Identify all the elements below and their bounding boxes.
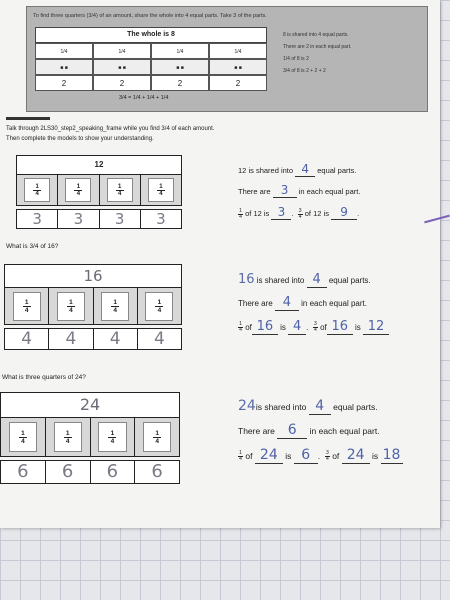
- section-divider: [6, 117, 50, 120]
- share-cell: 6: [46, 461, 91, 483]
- shared-statement: 16 is shared into 4 equal parts.: [238, 272, 371, 287]
- numerator: 1: [76, 183, 81, 190]
- share-cell: 4: [138, 329, 181, 349]
- problem-3-statements: [238, 398, 403, 464]
- whole-bar: 12: [16, 155, 182, 175]
- problem-2-bar-model: [4, 264, 182, 350]
- quarter-cell: 1 4: [49, 288, 93, 324]
- share-cell: 4: [94, 329, 138, 349]
- whole-bar: 16: [4, 264, 182, 288]
- example-note: 8 is shared into 4 equal parts.: [283, 32, 349, 38]
- parts-answer: 4: [295, 162, 315, 177]
- fraction-statement: $\frac{1}{4}$ of 12 is 3 . $\frac{3}{4}$ of 12 is 9 .: [239, 205, 360, 220]
- quarters-row: [16, 175, 182, 206]
- example-values-row: [35, 75, 267, 91]
- example-sum-line: 3/4 = 1/4 + 1/4 + 1/4: [119, 95, 169, 101]
- denominator: 4: [117, 190, 122, 197]
- quarter-cell: 1 4: [138, 288, 181, 324]
- shares-row: [0, 460, 180, 484]
- parts-answer: 4: [309, 398, 331, 415]
- quarter-cell: 1 4: [94, 288, 138, 324]
- example-whole-label: The whole is 8: [35, 27, 267, 43]
- each-statement: There are 3 in each equal part.: [238, 183, 361, 197]
- each-answer: 6: [277, 422, 307, 439]
- problem-3-bar-model: [0, 392, 180, 484]
- share-cell: 4: [5, 329, 49, 349]
- each-statement: There are 4 in each equal part.: [238, 295, 367, 310]
- example-notes: [283, 29, 351, 77]
- quarter-cell: 1 4: [135, 418, 179, 456]
- example-fraction-cell: 1/4: [35, 43, 93, 59]
- quarters-row: [0, 418, 180, 457]
- quarter-cell: [141, 175, 181, 205]
- each-statement: There are 6 in each equal part.: [238, 422, 380, 438]
- share-cell: 3: [58, 210, 99, 228]
- example-fraction-row: [35, 43, 267, 59]
- example-note: 3/4 of 8 is 2 + 2 + 2: [283, 68, 326, 74]
- example-value-cell: 2: [151, 75, 209, 91]
- parts-answer: 4: [307, 272, 327, 288]
- example-value-cell: 2: [209, 75, 267, 91]
- quarter-answer: 6: [294, 447, 318, 464]
- problem-2-statements: [238, 272, 389, 335]
- each-answer: 3: [273, 183, 297, 198]
- quarter-cell: [100, 175, 141, 205]
- counter-icon: ■ ■: [35, 59, 93, 75]
- example-note: There are 2 in each equal part.: [283, 44, 352, 50]
- fraction-statement: $\frac{1}{4}$ of 24 is 6 . $\frac{3}{4}$ of 24 is 18: [238, 447, 403, 464]
- instructions: [6, 124, 214, 144]
- quarter-answer: 4: [288, 319, 306, 335]
- example-fraction-cell: 1/4: [151, 43, 209, 59]
- each-answer: 4: [275, 295, 299, 311]
- quarter-cell: 1 4: [1, 418, 46, 456]
- quarter-cell: 1 4: [46, 418, 91, 456]
- worked-example-box: [26, 6, 428, 112]
- problem-3-question: What is three quarters of 24?: [2, 374, 86, 381]
- instruction-line-2: Then complete the models to show your understanding.: [6, 136, 154, 142]
- counter-icon: ■ ■: [151, 59, 209, 75]
- problem-1-statements: [238, 162, 360, 220]
- three-quarters-answer: 12: [363, 319, 389, 335]
- example-counters-row: [35, 59, 267, 75]
- share-cell: 4: [49, 329, 93, 349]
- share-cell: 6: [91, 461, 136, 483]
- denominator: 4: [159, 190, 163, 197]
- example-fraction-cell: 1/4: [93, 43, 151, 59]
- three-quarters-answer: 18: [381, 447, 403, 464]
- example-header-text: To find three quarters (3/4) of an amount, share the whole into 4 equal parts. Take 3 of the parts.: [33, 13, 267, 19]
- whole-bar: 24: [0, 392, 180, 418]
- instruction-line-1: Talk through 2LS30_step2_speaking_frame while you find 3/4 of each amount.: [6, 126, 215, 132]
- three-quarters-answer: 9: [331, 205, 357, 220]
- shared-statement: 12 is shared into 4 equal parts.: [238, 162, 357, 176]
- quarters-row: [4, 288, 182, 325]
- share-cell: 3: [100, 210, 141, 228]
- quarter-cell: 1 4: [91, 418, 136, 456]
- denominator: 4: [35, 190, 39, 197]
- fraction-statement: $\frac{1}{4}$ of 16 is 4 . $\frac{3}{4}$ of 16 is 12: [238, 319, 389, 335]
- counter-icon: ■ ■: [209, 59, 267, 75]
- problem-2-question: What is 3/4 of 16?: [6, 243, 59, 250]
- example-fraction-cell: 1/4: [209, 43, 267, 59]
- example-note: 1/4 of 8 is 2: [283, 56, 309, 62]
- shares-row: [4, 328, 182, 350]
- share-cell: 3: [141, 210, 181, 228]
- numerator: 1: [159, 183, 163, 190]
- shares-row: [16, 209, 182, 229]
- numerator: 1: [35, 183, 39, 190]
- quarter-answer: 3: [271, 205, 291, 220]
- share-cell: 6: [1, 461, 46, 483]
- numerator: 1: [117, 183, 122, 190]
- share-cell: 3: [17, 210, 58, 228]
- share-cell: 6: [135, 461, 179, 483]
- quarter-cell: [58, 175, 99, 205]
- problem-1-bar-model: [16, 155, 182, 229]
- shared-statement: 24is shared into 4 equal parts.: [238, 398, 378, 414]
- example-value-cell: 2: [93, 75, 151, 91]
- example-bar-model: [35, 27, 267, 91]
- counter-icon: ■ ■: [93, 59, 151, 75]
- quarter-cell: 1 4: [5, 288, 49, 324]
- example-value-cell: 2: [35, 75, 93, 91]
- denominator: 4: [76, 190, 81, 197]
- quarter-cell: [17, 175, 58, 205]
